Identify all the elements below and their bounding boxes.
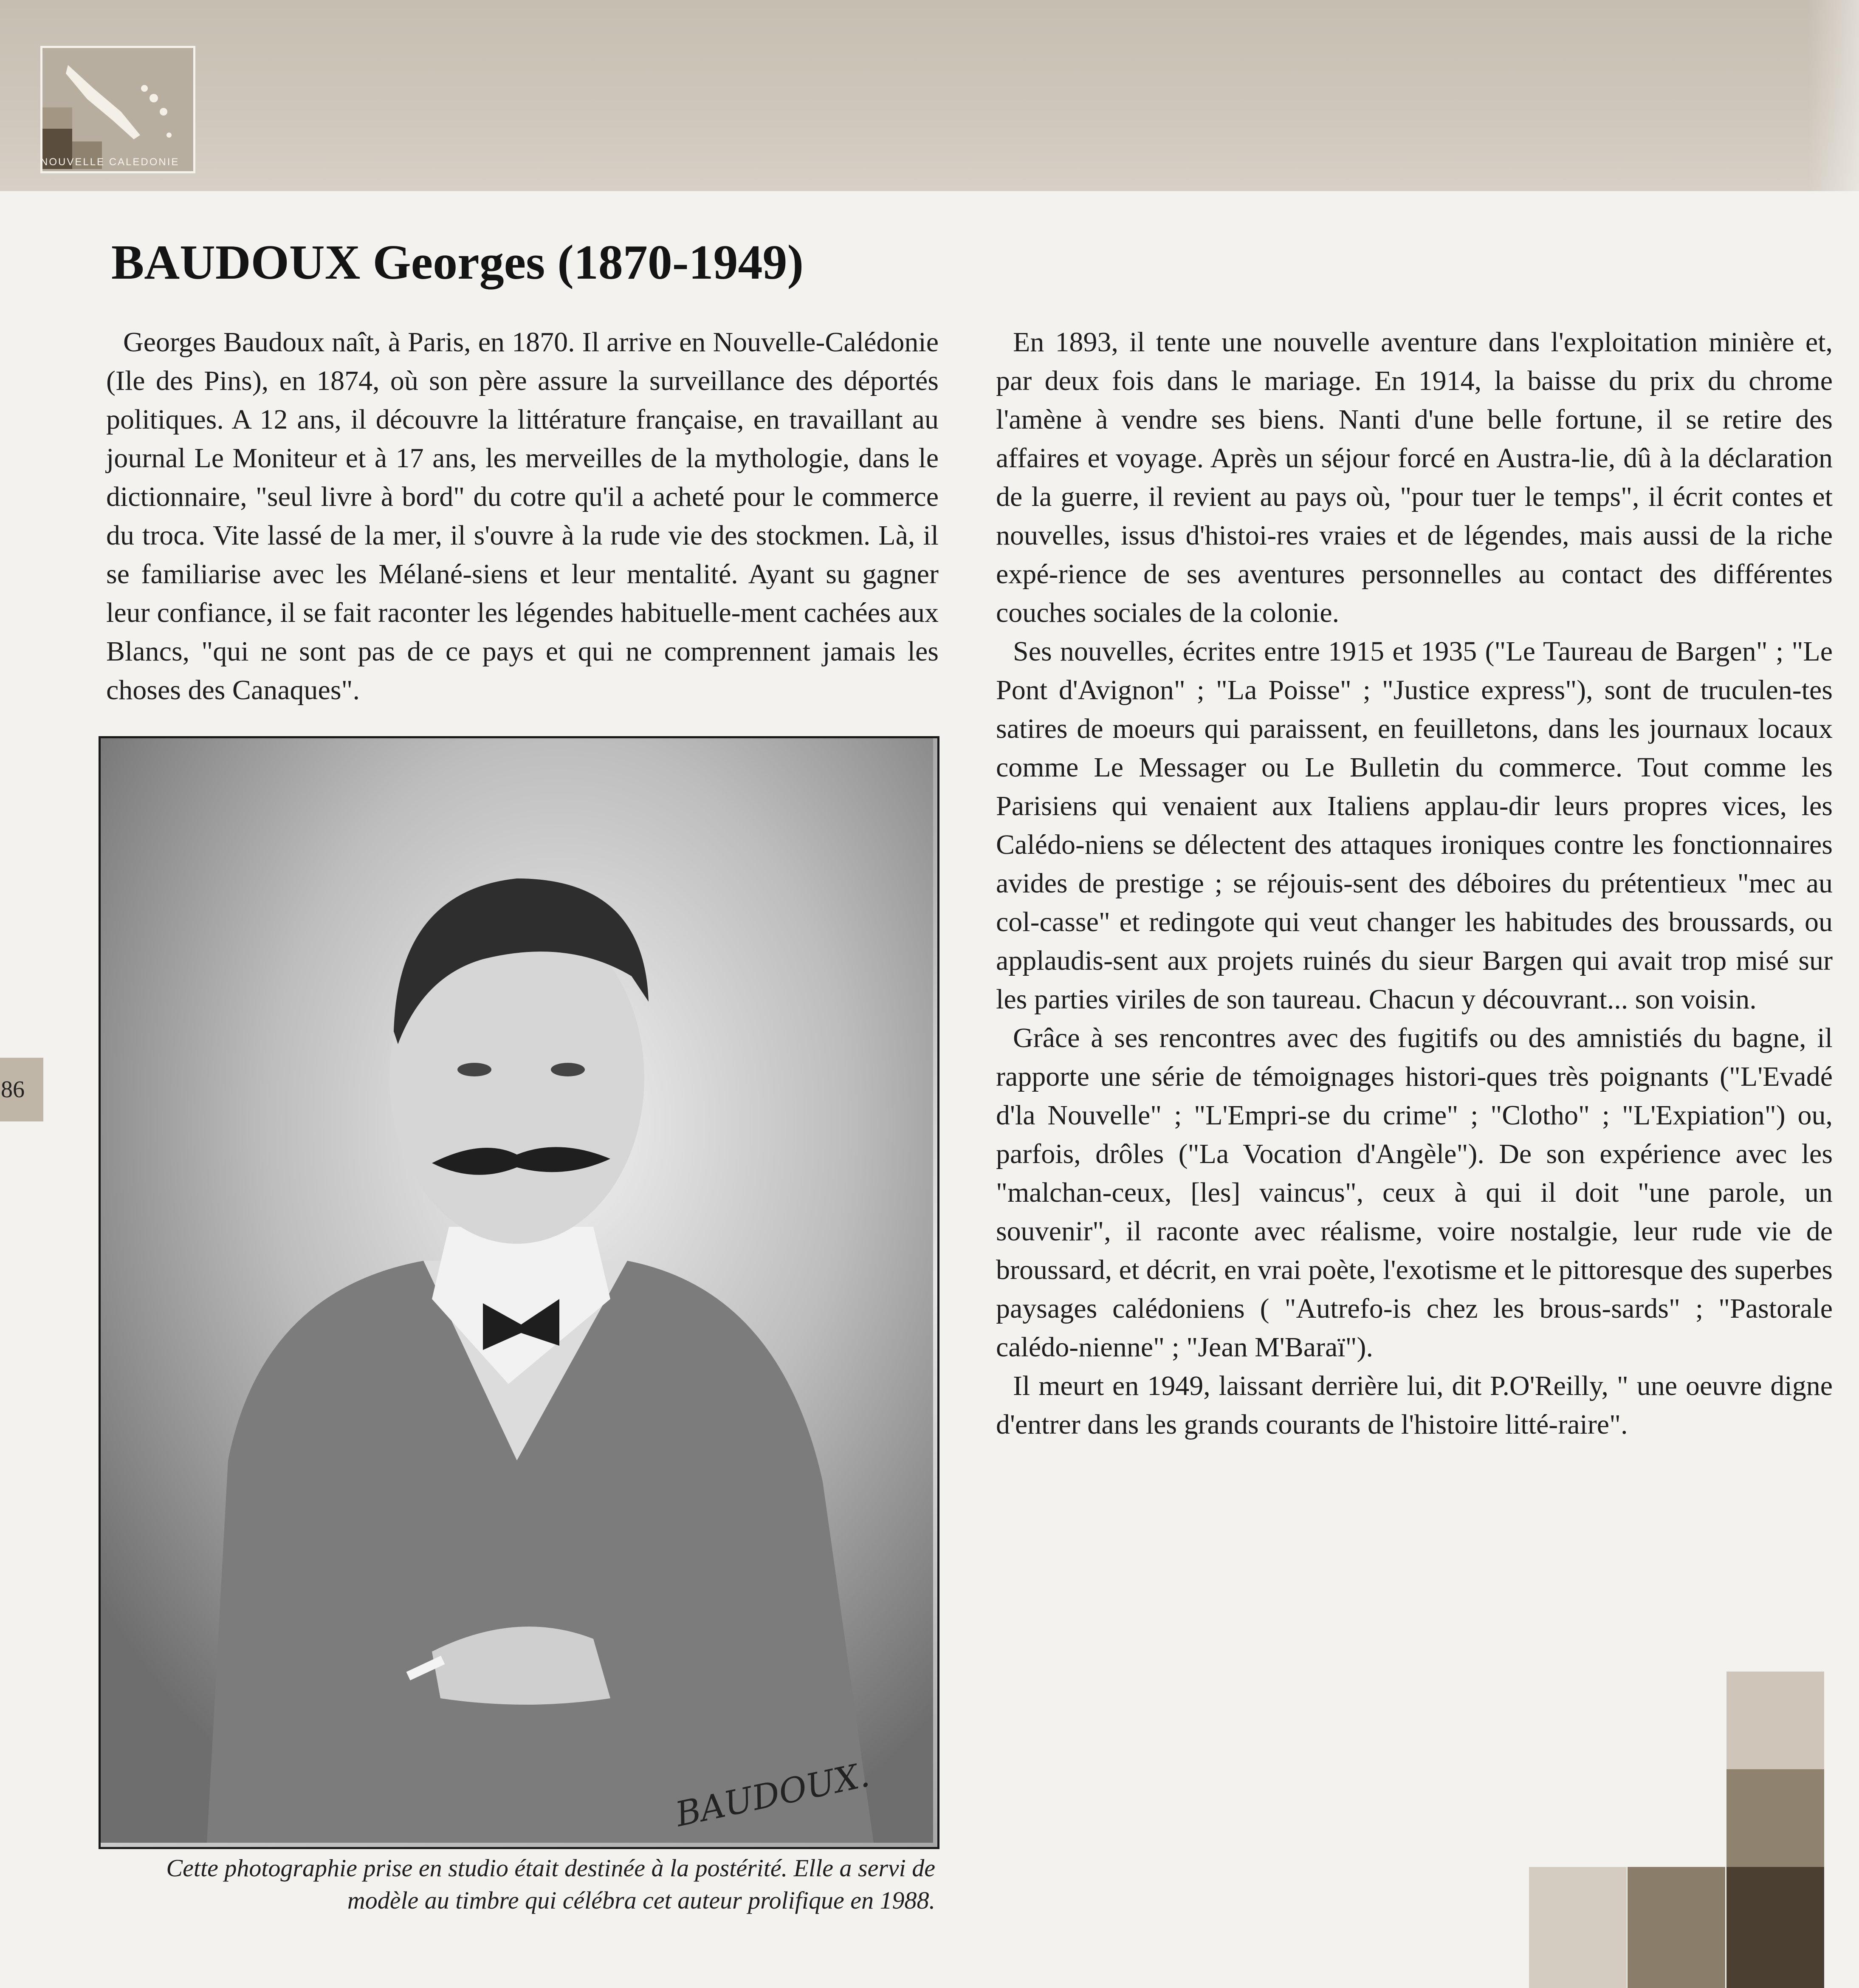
paragraph: En 1893, il tente une nouvelle aventure dans l'exploitation minière et, par deux fois dans le mariage. En 1914, la baisse du prix du chrome l'amène à vendre ses biens. Nanti d'une belle fortune, il se retire des affaires et voyage. Après un séjour forcé en Austra-lie, dû à la déclaration de la guerre, il revient au pays où, "pour tuer le temps", il écrit contes et nouvelles, issus d'histoi-res vraies et de légendes, mais aussi de la riche expé-rience de ses aventures personnelles au contact des différentes couches sociales de la colonie. (996, 327, 1833, 628)
paragraph: Georges Baudoux naît, à Paris, en 1870. Il arrive en Nouvelle-Calédonie (Ile des Pins), en 1874, où son père assure la surveillance des déportés politiques. A 12 ans, il découvre la littérature française, en travaillant au journal Le Moniteur et à 17 ans, les merveilles de la mythologie, dans le dictionnaire, "seul livre à bord" du cotre qu'il a acheté pour le commerce du troca. Vite lassé de la mer, il s'ouvre à la rude vie des stockmen. Là, il se familiarise avec les Mélané-siens et leur mentalité. Ayant su gagner leur confiance, il se fait raconter les légendes habituelle-ment cachées aux Blancs, "qui ne sont pas de ce pays et qui ne comprennent jamais les choses des Canaques". (106, 327, 939, 706)
logo (40, 46, 195, 173)
photo-caption: Cette photographie prise en studio était destinée à la postérité. Elle a servi de modèle au timbre qui célébra cet auteur prolifique en 1988. (166, 1854, 935, 1914)
bleed-through-title (1070, 238, 1835, 294)
decor-square (1529, 1867, 1627, 1988)
page-title: BAUDOUX Georges (1870-1949) (111, 235, 804, 290)
paragraph: Il meurt en 1949, laissant derrière lui, dit P.O'Reilly, " une oeuvre digne d'entrer dans les grands courants de l'histoire litté-raire". (996, 1370, 1833, 1440)
decor-square (1628, 1867, 1725, 1988)
paragraph: Ses nouvelles, écrites entre 1915 et 1935 ("Le Taureau de Bargen" ; "Le Pont d'Avignon" ; "La Poisse" ; "Justice express"), sont de truculen-tes satires de moeurs qui paraissent, en feuilletons, dans les journaux locaux comme Le Messager ou Le Bulletin du commerce. Tout comme les Parisiens qui venaient aux Italiens applau-dir leurs propres vices, les Calédo-niens se délectent des attaques ironiques contre les fonctionnaires avides de prestige ; se réjouis-sent des déboires du prétentieux "mec au col-casse" et redingote qui veut changer les habitudes des broussards, ou applaudis-sent aux projets ruinés du sieur Bargen qui avait trop misé sur les parties viriles de son taureau. Chacun y découvrant... son voisin. (996, 636, 1833, 1015)
right-column (996, 323, 1833, 1444)
logo-caption: NOUVELLE CALEDONIE (40, 156, 180, 168)
island-map-icon (42, 48, 189, 167)
portrait-photo (99, 736, 939, 1849)
paragraph: Grâce à ses rencontres avec des fugitifs ou des amnistiés du bagne, il rapporte une série de témoignages histori-ques très poignants ("L'Evadé d'la Nouvelle" ; "L'Empri-se du crime" ; "Clotho" ; "L'Expiation") ou, parfois, drôles ("La Vocation d'Angèle"). De son expérience avec les "malchan-ceux, [les] vaincus", ceux à qui il doit "une parole, un souvenir", il raconte avec réalisme, voire nostalgie, leur rude vie de broussard, et décrit, en vrai poète, l'exotisme et le pittoresque des superbes paysages calédoniens ( "Autrefo-is chez les brous-sards" ; "Pastorale calédo-nienne" ; "Jean M'Baraï"). (996, 1022, 1833, 1363)
photo-signature: BAUDOUX. (672, 1754, 873, 1835)
decor-square (1726, 1672, 1824, 1769)
decor-square (1726, 1867, 1824, 1988)
decor-square (1726, 1769, 1824, 1867)
header-band (0, 0, 1859, 191)
page-number: 86 (0, 1058, 43, 1121)
left-column (106, 323, 939, 709)
